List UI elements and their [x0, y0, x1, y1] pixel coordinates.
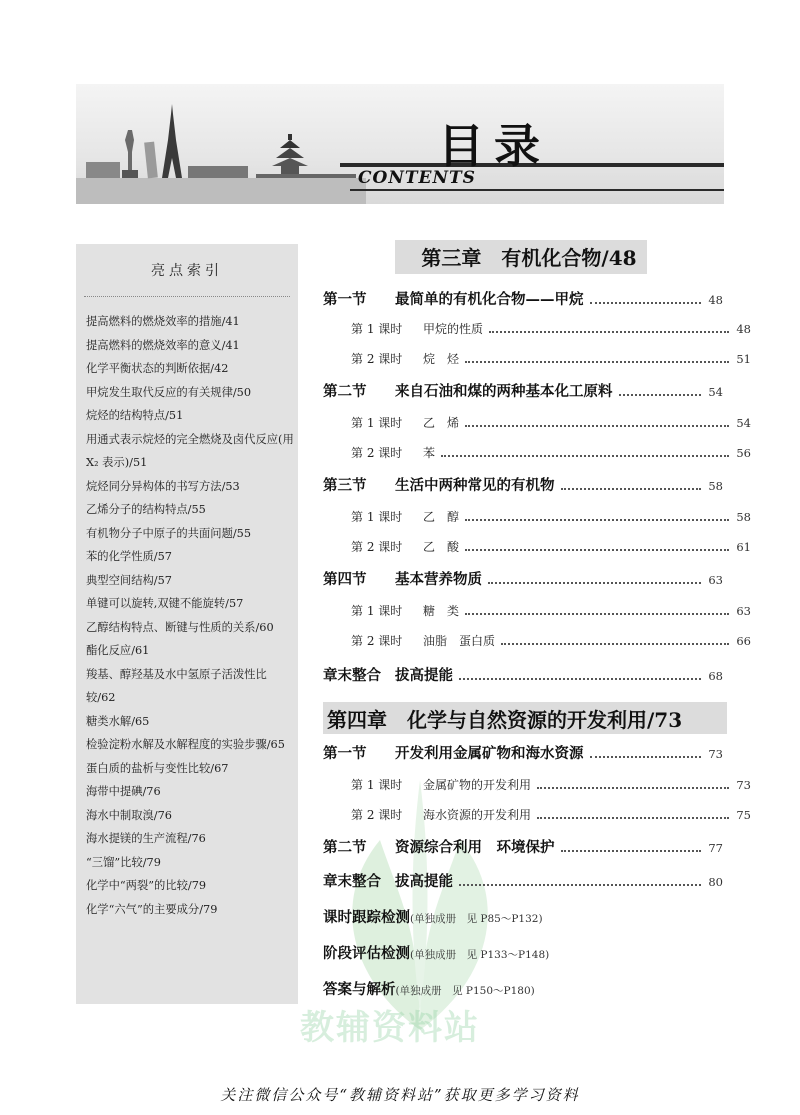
chapter4-title: 第四章 化学与自然资源的开发利用/73: [327, 707, 683, 732]
toc-entry-page: 75: [736, 808, 751, 822]
list-item[interactable]: 典型空间结构/57: [86, 573, 172, 587]
toc-entry-label: 第 1 课时: [351, 510, 403, 524]
toc-lesson-entry[interactable]: [323, 632, 751, 649]
dot-leader: [489, 331, 729, 333]
toc-extra-note: (单独成册 见 P133～P148): [410, 949, 550, 961]
list-item[interactable]: 化学“六气”的主要成分/79: [86, 902, 218, 916]
list-item[interactable]: 单键可以旋转,双键不能旋转/57: [86, 597, 244, 610]
toc-entry-page: 63: [736, 604, 751, 618]
list-item[interactable]: 提高燃料的燃烧效率的意义/41: [86, 338, 240, 352]
toc-extra-entry[interactable]: [323, 906, 723, 927]
chapter4-heading[interactable]: [323, 702, 727, 734]
toc-entry-page: 66: [736, 634, 751, 648]
toc-entry-title: 乙 酸: [423, 540, 460, 554]
toc-entry-label: 第二节: [323, 384, 367, 400]
toc-lesson-entry[interactable]: [323, 350, 751, 367]
list-item[interactable]: “三馏”比较/79: [86, 855, 161, 869]
list-item[interactable]: 羧基、醇羟基及水中氢原子活泼性比较/62: [86, 667, 267, 704]
toc-section-entry[interactable]: [323, 870, 723, 891]
toc-lesson-entry[interactable]: [323, 320, 751, 337]
toc-entry-page: 73: [736, 778, 751, 792]
dot-leader: [537, 817, 729, 819]
toc-lesson-entry[interactable]: [323, 602, 751, 619]
toc-entry-page: 68: [708, 669, 723, 683]
list-item[interactable]: 乙烯分子的结构特点/55: [86, 503, 206, 516]
toc-entry-page: 63: [708, 573, 723, 587]
list-item[interactable]: 乙醇结构特点、断键与性质的关系/60: [86, 620, 274, 634]
toc-entry-label: 第 2 课时: [351, 352, 403, 366]
toc-lesson-entry[interactable]: [323, 414, 751, 431]
page-subtitle: CONTENTS: [358, 168, 476, 188]
toc-entry-title: 油脂 蛋白质: [423, 634, 496, 648]
footer-note: 关注微信公众号“教辅资料站”获取更多学习资料: [220, 1086, 580, 1104]
list-item[interactable]: 糖类水解/65: [86, 714, 150, 728]
toc-entry-label: 第 2 课时: [351, 634, 403, 648]
toc-entry-page: 73: [708, 747, 723, 761]
toc-entry-title: 海水资源的开发利用: [423, 808, 532, 822]
toc-entry-title: 来自石油和煤的两种基本化工原料: [395, 384, 613, 400]
toc-entry-label: 章末整合: [323, 874, 381, 890]
toc-lesson-entry[interactable]: [323, 508, 751, 525]
toc-entry-title: 烷 烃: [423, 352, 460, 366]
toc-entry-page: 56: [736, 446, 751, 460]
toc-entry-title: 生活中两种常见的有机物: [395, 478, 555, 494]
toc-entry-title: 基本营养物质: [395, 572, 482, 588]
toc-entry-label: 第 1 课时: [351, 604, 403, 618]
watermark-text: 教辅资料站: [300, 1008, 480, 1048]
toc-entry-title: 资源综合利用 环境保护: [395, 840, 555, 856]
toc-section-entry[interactable]: [323, 474, 723, 495]
toc-entry-title: 金属矿物的开发利用: [423, 778, 532, 792]
skyline-illustration: [76, 100, 366, 204]
toc-lesson-entry[interactable]: [323, 806, 751, 823]
list-item[interactable]: 烷烃同分异构体的书写方法/53: [86, 479, 240, 493]
dot-leader: [465, 519, 729, 521]
dot-leader: [459, 678, 701, 680]
toc-entry-label: 第 1 课时: [351, 416, 403, 430]
toc-entry-title: 拔高提能: [395, 668, 453, 684]
toc-extra-note: (单独成册 见 P85～P132): [410, 913, 543, 925]
list-item[interactable]: 苯的化学性质/57: [86, 550, 172, 563]
list-item[interactable]: 海水提镁的生产流程/76: [86, 832, 206, 845]
dot-leader: [590, 302, 702, 304]
list-item[interactable]: 海带中提碘/76: [86, 785, 161, 798]
toc-section-entry[interactable]: [323, 742, 723, 763]
dot-leader: [501, 643, 729, 645]
toc-entry-page: 54: [708, 385, 723, 399]
dot-leader: [537, 787, 729, 789]
toc-entry-label: 第一节: [323, 292, 367, 308]
list-item[interactable]: 提高燃料的燃烧效率的措施/41: [86, 315, 240, 328]
toc-entry-title: 拔高提能: [395, 874, 453, 890]
page-title: 目录: [438, 119, 550, 173]
toc-entry-label: 第四节: [323, 572, 367, 588]
toc-extra-title: 阶段评估检测: [323, 946, 410, 962]
sidebar-divider: [84, 296, 290, 297]
toc-extra-title: 课时跟踪检测: [323, 910, 410, 926]
toc-entry-title: 开发利用金属矿物和海水资源: [395, 746, 584, 762]
toc-entry-page: 58: [736, 510, 751, 524]
toc-section-entry[interactable]: [323, 568, 723, 589]
list-item[interactable]: 用通式表示烷烃的完全燃烧及卤代反应(用 X₂ 表示)/51: [86, 432, 294, 469]
toc-section-entry[interactable]: [323, 288, 723, 309]
highlights-sidebar: [76, 244, 298, 1004]
toc-entry-title: 乙 醇: [423, 510, 460, 524]
list-item[interactable]: 甲烷发生取代反应的有关规律/50: [86, 385, 252, 399]
highlights-list: [86, 310, 294, 921]
toc-entry-page: 51: [736, 352, 751, 366]
chapter3-title: 第三章 有机化合物/48: [421, 246, 637, 270]
dot-leader: [465, 549, 729, 551]
toc-extra-entry[interactable]: [323, 942, 723, 963]
toc-entry-page: 54: [736, 416, 751, 430]
dot-leader: [590, 756, 702, 758]
toc-entry-page: 48: [708, 293, 723, 307]
toc-entry-title: 最简单的有机化合物——甲烷: [395, 292, 584, 308]
toc-entry-page: 77: [708, 841, 723, 855]
toc-extra-note: (单独成册 见 P150～P180): [395, 985, 535, 997]
header-rule-thin: [350, 189, 724, 191]
toc-entry-page: 48: [736, 322, 751, 336]
toc-entry-page: 58: [708, 479, 723, 493]
toc-entry-label: 第二节: [323, 840, 367, 856]
sidebar-title: 亮点索引: [151, 263, 223, 279]
list-item[interactable]: 蛋白质的盐析与变性比较/67: [86, 761, 229, 775]
toc-entry-label: 第三节: [323, 478, 367, 494]
toc-entry-label: 第 2 课时: [351, 808, 403, 822]
toc-section-entry[interactable]: [323, 836, 723, 857]
list-item[interactable]: 化学平衡状态的判断依据/42: [86, 362, 229, 375]
list-item[interactable]: 海水中制取溴/76: [86, 808, 172, 822]
dot-leader: [465, 425, 729, 427]
toc-entry-label: 第 1 课时: [351, 778, 403, 792]
toc-entry-label: 第 1 课时: [351, 322, 403, 336]
dot-leader: [441, 455, 729, 457]
list-item[interactable]: 烷烃的结构特点/51: [86, 409, 184, 422]
toc-extra-title: 答案与解析: [323, 982, 396, 998]
toc-entry-page: 80: [708, 875, 723, 889]
toc-entry-label: 第一节: [323, 746, 367, 762]
toc-entry-title: 甲烷的性质: [423, 322, 484, 336]
toc-entry-title: 糖 类: [423, 604, 460, 618]
dot-leader: [619, 394, 702, 396]
toc-section-entry[interactable]: [323, 664, 723, 685]
toc-lesson-entry[interactable]: [323, 444, 751, 461]
toc-entry-label: 第 2 课时: [351, 540, 403, 554]
dot-leader: [465, 361, 729, 363]
toc-lesson-entry[interactable]: [323, 776, 751, 793]
list-item[interactable]: 化学中“两裂”的比较/79: [86, 879, 207, 892]
dot-leader: [561, 488, 702, 490]
list-item[interactable]: 有机物分子中原子的共面问题/55: [86, 526, 252, 540]
list-item[interactable]: 检验淀粉水解及水解程度的实验步骤/65: [86, 738, 285, 751]
chapter3-heading[interactable]: [399, 242, 659, 268]
toc-entry-title: 苯: [423, 446, 436, 460]
dot-leader: [465, 613, 729, 615]
toc-entry-label: 第 2 课时: [351, 446, 403, 460]
dot-leader: [488, 582, 701, 584]
toc-entry-label: 章末整合: [323, 668, 381, 684]
toc-entry-title: 乙 烯: [423, 416, 460, 430]
dot-leader: [561, 850, 702, 852]
toc-entry-page: 61: [736, 540, 751, 554]
toc-lesson-entry[interactable]: [323, 538, 751, 555]
toc-section-entry[interactable]: [323, 380, 723, 401]
dot-leader: [459, 884, 701, 886]
toc-extra-entry[interactable]: [323, 978, 723, 999]
list-item[interactable]: 酯化反应/61: [86, 644, 150, 657]
